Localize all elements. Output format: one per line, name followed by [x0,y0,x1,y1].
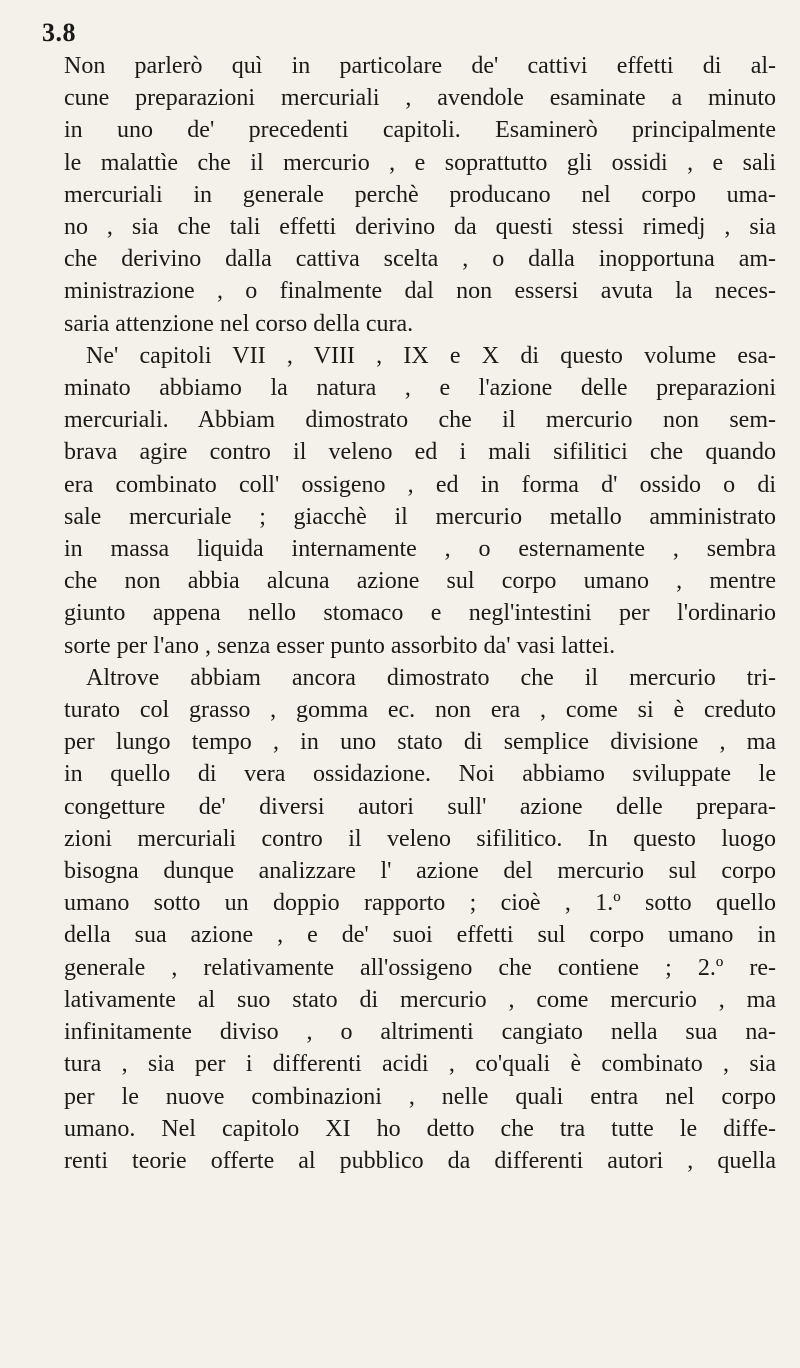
text-line: turato col grasso , gomma ec. non era , come si è creduto [64,697,776,724]
text-line: per lungo tempo , in uno stato di semplice divisione , ma [64,729,776,756]
text-line: Ne' capitoli VII , VIII , IX e X di questo volume esa- [86,342,776,369]
body-text [64,50,786,1177]
text-line: umano sotto un doppio rapporto ; cioè , 1.º sotto quello [64,890,776,917]
text-line: cune preparazioni mercuriali , avendole esaminate a minuto [64,85,776,112]
text-line: renti teorie offerte al pubblico da differenti autori , quella [64,1147,776,1174]
text-line: Non parlerò quì in particolare de' cattivi effetti di al- [64,53,776,79]
text-line: in uno de' precedenti capitoli. Esaminerò principalmente [64,117,776,144]
text-line: in massa liquida internamente , o esternamente , sembra [64,536,776,563]
text-line: mercuriali. Abbiam dimostrato che il mercurio non sem- [64,407,776,434]
text-line: tura , sia per i differenti acidi , co'quali è combinato , sia [64,1051,776,1078]
text-line: sorte per l'ano , senza esser punto assorbito da' vasi lattei. [64,632,616,659]
text-line: congetture de' diversi autori sull' azione delle prepara- [64,793,776,820]
text-line: Altrove abbiam ancora dimostrato che il mercurio tri- [86,664,776,691]
paragraph-2 [64,340,786,662]
page-number: 3.8 [42,18,76,47]
text-line: lativamente al suo stato di mercurio , come mercurio , ma [64,986,776,1013]
text-line: infinitamente diviso , o altrimenti cangiato nella sua na- [64,1019,776,1046]
text-line: ministrazione , o finalmente dal non essersi avuta la neces- [64,278,776,305]
text-line: che non abbia alcuna azione sul corpo umano , mentre [64,568,776,595]
text-line: sale mercuriale ; giacchè il mercurio metallo amministrato [64,503,776,530]
text-line: no , sia che tali effetti derivino da questi stessi rimedj , sia [64,214,776,241]
text-line: che derivino dalla cattiva scelta , o dalla inopportuna am- [64,246,776,273]
text-line: mercuriali in generale perchè producano nel corpo uma- [64,181,776,208]
text-line: minato abbiamo la natura , e l'azione delle preparazioni [64,375,776,402]
text-line: generale , relativamente all'ossigeno che contiene ; 2.º re- [64,954,776,981]
text-line: per le nuove combinazioni , nelle quali entra nel corpo [64,1083,776,1110]
text-line: brava agire contro il veleno ed i mali sifilitici che quando [64,439,776,466]
text-line: bisogna dunque analizzare l' azione del mercurio sul corpo [64,858,776,885]
text-line: era combinato coll' ossigeno , ed in forma d' ossido o di [64,471,776,498]
text-line: zioni mercuriali contro il veleno sifilitico. In questo luogo [64,825,776,852]
text-line: umano. Nel capitolo XI ho detto che tra tutte le diffe- [64,1115,776,1142]
paragraph-3 [64,662,786,1177]
text-line: in quello di vera ossidazione. Noi abbiamo sviluppate le [64,761,776,788]
text-line: le malattìe che il mercurio , e soprattutto gli ossidi , e sali [64,149,776,176]
text-line: della sua azione , e de' suoi effetti sul corpo umano in [64,922,776,949]
paragraph-1 [64,50,786,340]
text-line: saria attenzione nel corso della cura. [64,310,414,337]
text-line: giunto appena nello stomaco e negl'intestini per l'ordinario [64,600,776,627]
